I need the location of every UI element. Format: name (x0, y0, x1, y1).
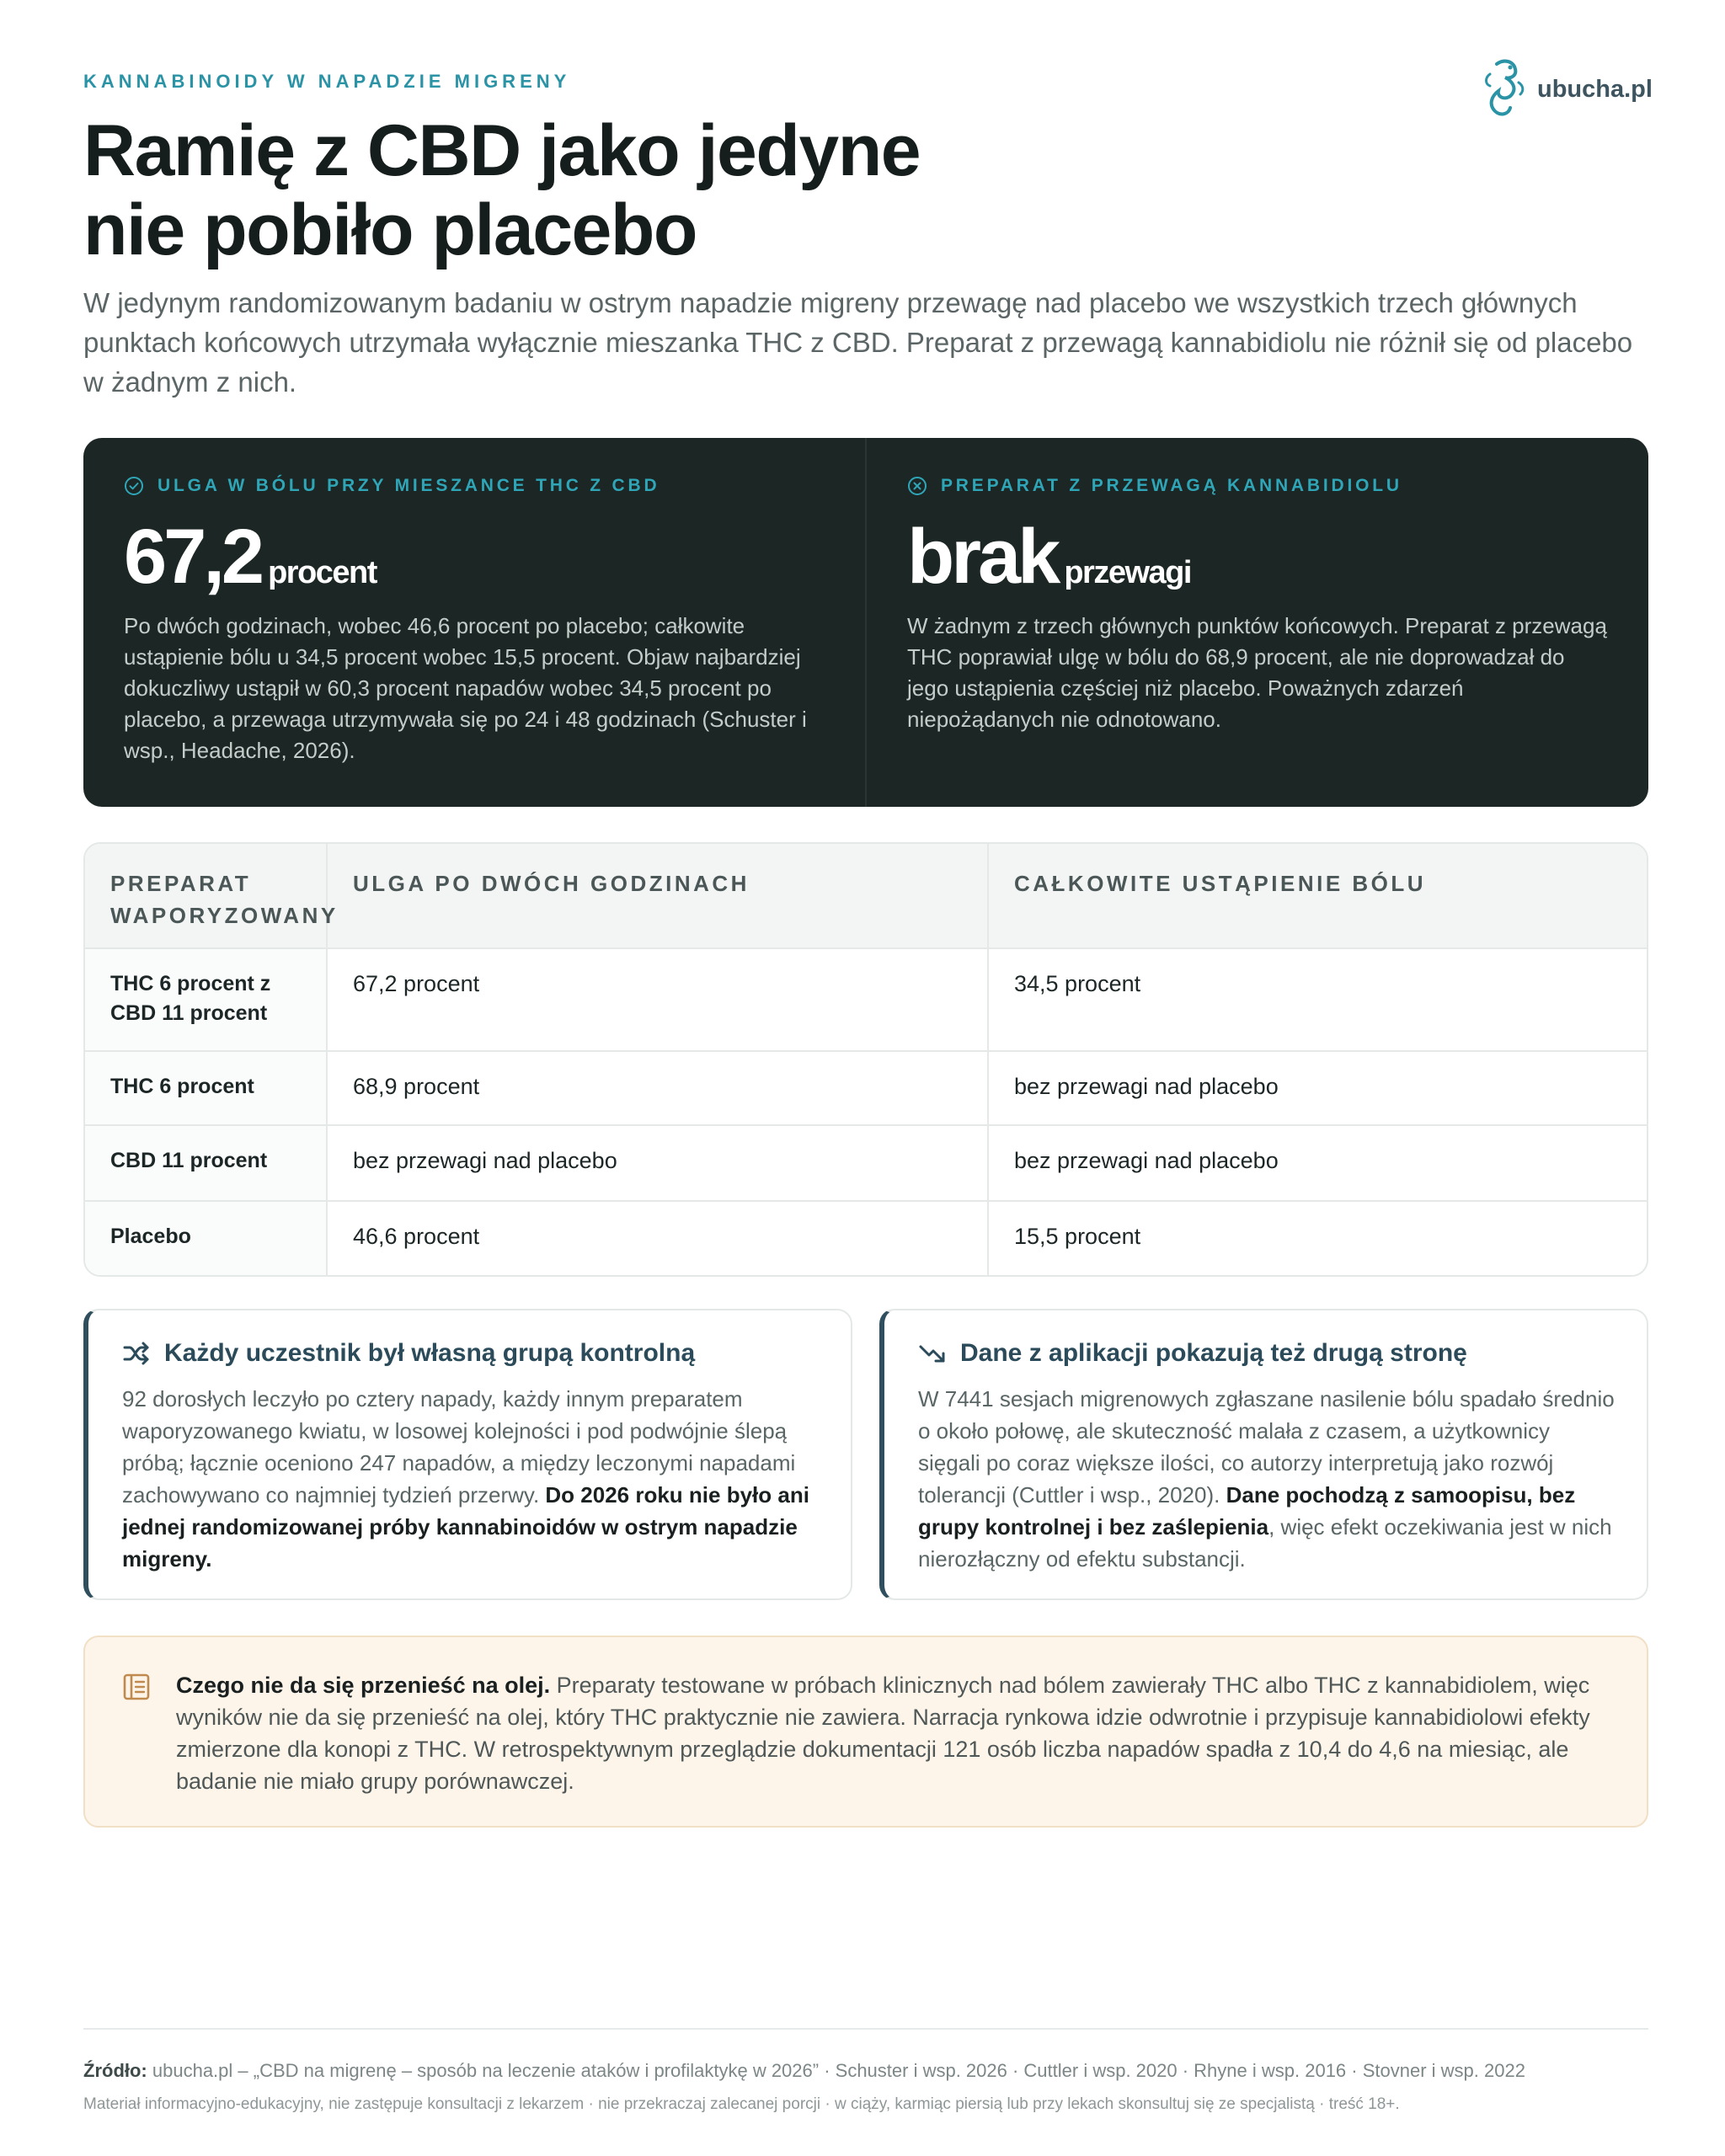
table-cell: 67,2 procent (327, 948, 988, 1051)
page-title (83, 111, 1178, 270)
stat-label-text: PREPARAT Z PRZEWAGĄ KANNABIDIOLU (941, 476, 1402, 495)
card-body-text: W 7441 sesjach migrenowych zgłaszane nasilenie bólu spadało średnio o około połowę, ale skuteczność malała z czasem, a użytkownicy sięgali po coraz większe ilości, co autorzy interpretują jako rozwój tolerancji (Cuttler i wsp., 2020). (918, 1386, 1615, 1508)
stat-value (124, 515, 825, 599)
dragon-logo-icon (1478, 57, 1529, 121)
table-row (85, 1201, 1648, 1275)
table-cell: 15,5 procent (988, 1201, 1648, 1275)
card-body-text: 92 dorosłych leczyło po cztery napady, każdy innym preparatem waporyzowanego kwiatu, w losowej kolejności i pod podwójnie ślepą próbą; łącznie oceniono 247 napadów, a między leczonymi napadami zachowywano co najmniej tydzień przerwy. (122, 1386, 796, 1508)
table-header-row (85, 844, 1648, 948)
card-title-text: Dane z aplikacji pokazują też drugą stronę (960, 1339, 1467, 1367)
disclaimer: Materiał informacyjno-edukacyjny, nie zastępuje konsultacji z lekarzem · nie przekraczaj zalecanej porcji · w ciąży, karmiąc piersią lub przy lekach skonsultuj się ze specjalistą · treść 18+. (83, 2095, 1400, 2113)
stat-label (907, 476, 1608, 496)
card-body (918, 1383, 1615, 1575)
card-title (918, 1339, 1615, 1368)
stat-value (907, 515, 1608, 599)
note-text: Preparaty testowane w próbach klinicznych nad bólem zawierały THC albo THC z kannabidiolem, więc wyników nie da się przenieść na olej, który THC praktycznie nie zawiera. Narracja rynkowa idzie odwrotnie i przypisuje kannabidiolowi efekty zmierzone dla konopi z THC. W retrospektywnym przeglądzie dokumentacji 121 osób liczba napadów spadła z 10,4 do 4,6 na miesiąc, ale badanie nie miało grupy porównawczej. (176, 1673, 1590, 1794)
card-title-text: Każdy uczestnik był własną grupą kontrolną (164, 1339, 696, 1367)
kicker: KANNABINOIDY W NAPADZIE MIGRENY (83, 71, 571, 92)
stat-description: W żadnym z trzech głównych punktów końcowych. Preparat z przewagą THC poprawiał ulgę w bólu do 68,9 procent, ale nie doprowadzał do jego ustąpienia częściej niż placebo. Poważnych zdarzeń niepożądanych nie odnotowano. (907, 613, 1607, 732)
logo-text: ubucha.pl (1537, 75, 1653, 103)
title-line-1: Ramię z CBD jako jedyne (83, 110, 921, 191)
table-cell: 68,9 procent (327, 1051, 988, 1125)
note-title: Czego nie da się przenieść na olej. (176, 1673, 551, 1698)
stats-panel (83, 438, 1648, 807)
trending-down-icon (918, 1341, 947, 1366)
source-text: ubucha.pl – „CBD na migrenę – sposób na leczenie ataków i profilaktykę w 2026” · Schuster i wsp. 2026 · Cuttler i wsp. 2020 · Rhyne i wsp. 2016 · Stovner i wsp. 2022 (147, 2060, 1525, 2081)
document-icon (122, 1673, 151, 1701)
logo[interactable] (1478, 56, 1655, 123)
stat-unit: procent (268, 555, 377, 590)
oil-note (83, 1636, 1648, 1828)
table-cell: THC 6 procent z CBD 11 procent (85, 948, 327, 1051)
info-card-app-data (879, 1309, 1648, 1600)
stat-number: brak (907, 514, 1058, 600)
table-cell: Placebo (85, 1201, 327, 1275)
table-cell: CBD 11 procent (85, 1125, 327, 1201)
source-line (83, 2060, 1525, 2082)
table-cell: 46,6 procent (327, 1201, 988, 1275)
stat-number: 67,2 (124, 514, 262, 600)
lead-paragraph: W jedynym randomizowanym badaniu w ostrym napadzie migreny przewagę nad placebo we wszystkich trzech głównych punktach końcowych utrzymała wyłącznie mieszanka THC z CBD. Preparat z przewagą kannabidiolu nie różnił się od placebo w żadnym z nich. (83, 287, 1633, 398)
source-label: Źródło: (83, 2060, 147, 2081)
table-cell: 34,5 procent (988, 948, 1648, 1051)
results-table (83, 842, 1648, 1277)
card-body-emphasis: Dane pochodzą z samoopisu, bez grupy kontrolnej i bez zaślepienia (918, 1482, 1576, 1540)
table-row (85, 1051, 1648, 1125)
x-circle-icon (907, 476, 927, 496)
stat-unit: przewagi (1064, 555, 1191, 590)
table-cell: bez przewagi nad placebo (988, 1051, 1648, 1125)
stat-cbd (865, 438, 1648, 807)
footer-divider (83, 2028, 1648, 2030)
title-line-2: nie pobiło placebo (83, 189, 697, 270)
table-row (85, 948, 1648, 1051)
table-cell: bez przewagi nad placebo (327, 1125, 988, 1201)
stat-label (124, 476, 825, 496)
stat-thc-cbd (83, 438, 865, 807)
column-header: ULGA PO DWÓCH GODZINACH (327, 844, 988, 948)
table-row (85, 1125, 1648, 1201)
table-cell: bez przewagi nad placebo (988, 1125, 1648, 1201)
column-header: PREPARAT WAPORYZOWANY (110, 871, 339, 928)
card-title (122, 1339, 819, 1368)
stat-label-text: ULGA W BÓLU PRZY MIESZANCE THC Z CBD (158, 476, 660, 495)
check-circle-icon (124, 476, 144, 496)
table-cell: THC 6 procent (85, 1051, 327, 1125)
card-body-tail: , więc efekt oczekiwania jest w nich nierozłączny od efektu substancji. (918, 1514, 1612, 1572)
stat-description: Po dwóch godzinach, wobec 46,6 procent po placebo; całkowite ustąpienie bólu u 34,5 procent wobec 15,5 procent. Objaw najbardziej dokuczliwy ustąpił w 60,3 procent napadów wobec 34,5 procent po placebo, a przewaga utrzymywała się po 24 i 48 godzinach (Schuster i wsp., Headache, 2026). (124, 613, 807, 763)
card-body (122, 1383, 819, 1575)
shuffle-icon (122, 1341, 151, 1366)
card-body-emphasis: Do 2026 roku nie było ani jednej randomizowanej próby kannabinoidów w ostrym napadzie migreny. (122, 1482, 809, 1572)
column-header: CAŁKOWITE USTĄPIENIE BÓLU (988, 844, 1648, 948)
info-card-crossover (83, 1309, 852, 1600)
